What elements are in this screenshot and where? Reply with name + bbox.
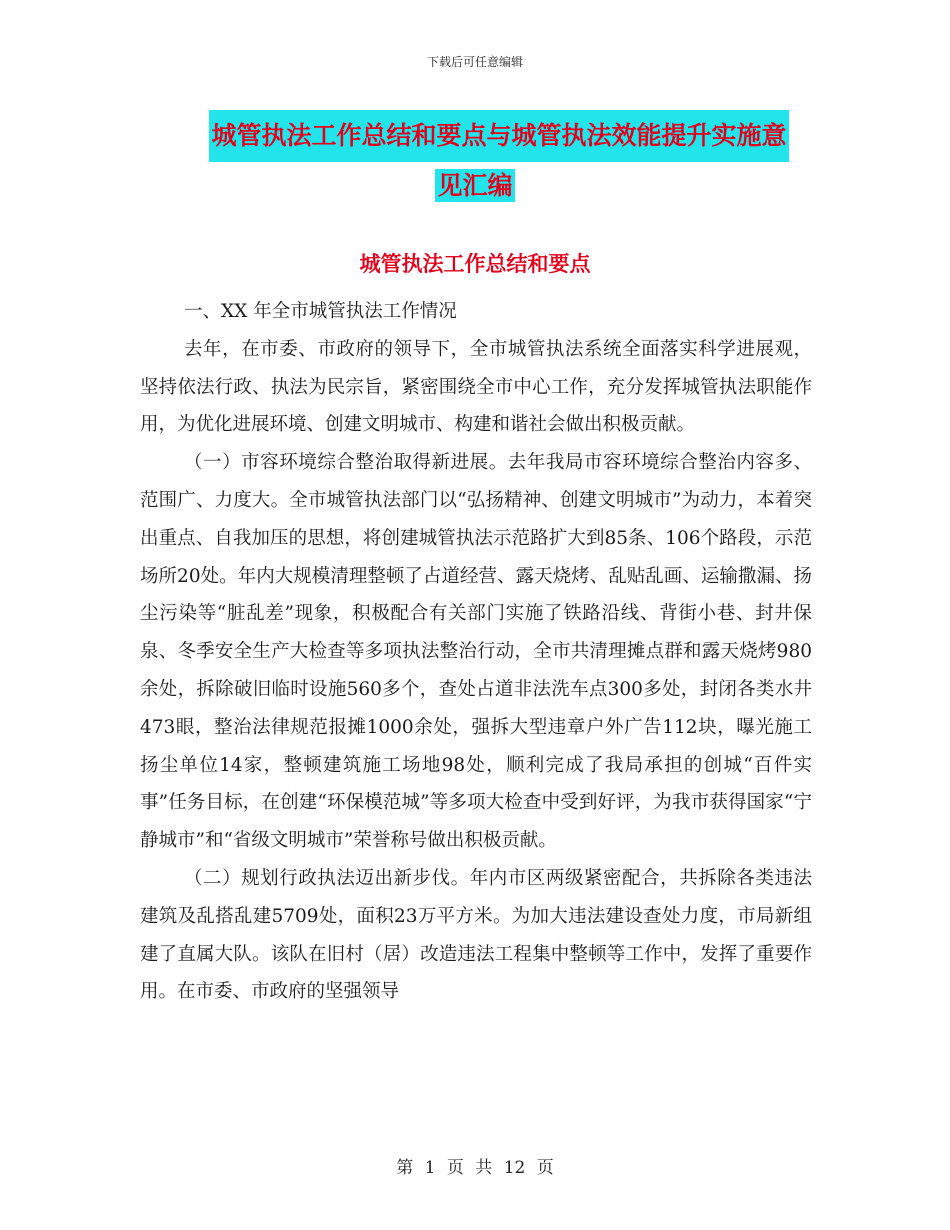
title-line-1: 城管执法工作总结和要点与城管执法效能提升实施意: [209, 110, 788, 162]
paragraph-intro: 去年，在市委、市政府的领导下，全市城管执法系统全面落实科学进展观，坚持依法行政、执法为民宗旨，紧密围绕全市中心工作，充分发挥城管执法职能作用，为优化进展环境、创建文明城市、构建和谐社会做出积极贡献。: [140, 338, 812, 436]
body-text: [140, 293, 812, 1011]
header-note: 下载后可任意编辑: [426, 55, 523, 69]
heading-1: 一、XX 年全市城管执法工作情况: [184, 301, 457, 322]
page-footer: 第 1 页 共 12 页: [396, 1158, 554, 1178]
document-title: [140, 110, 810, 210]
section-title: 城管执法工作总结和要点: [359, 251, 591, 276]
paragraph-section-2: （二）规划行政执法迈出新步伐。年内市区两级紧密配合，共拆除各类违法建筑及乱搭乱建5709处，面积23万平方米。为加大违法建设查处力度，市局新组建了直属大队。该队在旧村（居）改造违法工程集中整顿等工作中，发挥了重要作用。在市委、市政府的坚强领导: [140, 867, 812, 1003]
title-line-2: 见汇编: [437, 171, 513, 200]
paragraph-section-1: （一）市容环境综合整治取得新进展。去年我局市容环境综合整治内容多、范围广、力度大。全市城管执法部门以“弘扬精神、创建文明城市”为动力，本着突出重点、自我加压的思想，将创建城管执法示范路扩大到85条、106个路段，示范场所20处。年内大规模清理整顿了占道经营、露天烧烤、乱贴乱画、运输撒漏、扬尘污染等“脏乱差”现象，积极配合有关部门实施了铁路沿线、背街小巷、封井保泉、冬季安全生产大检查等多项执法整治行动，全市共清理摊点群和露天烧烤980余处，拆除破旧临时设施560多个，查处占道非法洗车点300多处，封闭各类水井473眼，整治法律规范报摊1000余处，强拆大型违章户外广告112块，曝光施工扬尘单位14家，整顿建筑施工场地98处，顺利完成了我局承担的创城“百件实事”任务目标，在创建“环保模范城”等多项大检查中受到好评，为我市获得国家“宁静城市”和“省级文明城市”荣誉称号做出积极贡献。: [140, 452, 812, 852]
